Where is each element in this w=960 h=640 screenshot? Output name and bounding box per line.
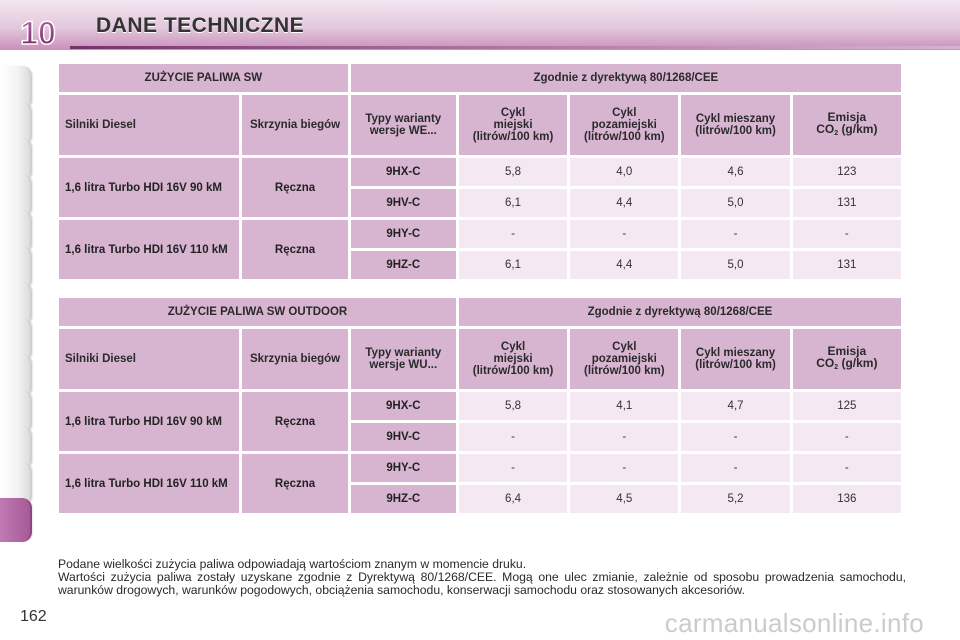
table-title: ZUŻYCIE PALIWA SW OUTDOOR	[59, 298, 456, 326]
chapter-number: 10	[20, 15, 56, 51]
engine-cell: 1,6 litra Turbo HDI 16V 90 kM	[59, 158, 239, 217]
table-row	[59, 454, 901, 482]
extra-urban-cell: 4,0	[570, 158, 678, 186]
gearbox-cell: Ręczna	[242, 220, 347, 279]
engine-cell: 1,6 litra Turbo HDI 16V 110 kM	[59, 220, 239, 279]
col-header-urban: Cykl miejski (litrów/100 km)	[459, 95, 567, 155]
col-header-extra-urban: Cykl pozamiejski (litrów/100 km)	[570, 329, 678, 389]
mixed-cell: 5,2	[681, 485, 789, 513]
col-header-urban: Cykl miejski (litrów/100 km)	[459, 329, 567, 389]
co2-cell: 136	[793, 485, 901, 513]
footnote-line: Wartości zużycia paliwa zostały uzyskane zgodnie z Dyrektywą 80/1268/CEE. Mogą one ulec zmianie, zależnie od sposobu prowadzenia samochodu, warunków drogowych, warunków pogodowych, obciążenia samochodu, konserwacji samochodu oraz stosowanych akcesoriów.	[58, 570, 906, 597]
col-header-engines: Silniki Diesel	[59, 329, 239, 389]
extra-urban-cell: -	[570, 423, 678, 451]
variant-cell: 9HX-C	[351, 158, 456, 186]
gearbox-cell: Ręczna	[242, 454, 347, 513]
urban-cell: -	[459, 220, 567, 248]
extra-urban-cell: 4,4	[570, 251, 678, 279]
mixed-cell: 5,0	[681, 189, 789, 217]
footnote-line: Podane wielkości zużycia paliwa odpowiadają wartościom znanym w momencie druku.	[58, 557, 527, 571]
fuel-consumption-table-sw	[56, 61, 904, 282]
co2-cell: 131	[793, 251, 901, 279]
engine-cell: 1,6 litra Turbo HDI 16V 90 kM	[59, 392, 239, 451]
co2-cell: 131	[793, 189, 901, 217]
extra-urban-cell: -	[570, 220, 678, 248]
chapter-tabs	[0, 66, 34, 576]
col-header-variants: Typy warianty wersje WE...	[351, 95, 456, 155]
page-title: DANE TECHNICZNE	[96, 14, 305, 37]
table-norm: Zgodnie z dyrektywą 80/1268/CEE	[459, 298, 901, 326]
mixed-cell: 4,6	[681, 158, 789, 186]
urban-cell: -	[459, 423, 567, 451]
extra-urban-cell: 4,4	[570, 189, 678, 217]
mixed-cell: -	[681, 454, 789, 482]
watermark: carmanualsonline.info	[664, 608, 924, 638]
fuel-consumption-table-sw-outdoor	[56, 295, 904, 516]
co2-cell: -	[793, 220, 901, 248]
chapter-tab[interactable]	[0, 498, 32, 542]
extra-urban-cell: -	[570, 454, 678, 482]
co2-cell: 123	[793, 158, 901, 186]
col-header-engines: Silniki Diesel	[59, 95, 239, 155]
header-divider	[70, 46, 960, 49]
mixed-cell: -	[681, 220, 789, 248]
variant-cell: 9HV-C	[351, 423, 456, 451]
variant-cell: 9HZ-C	[351, 485, 456, 513]
urban-cell: -	[459, 454, 567, 482]
extra-urban-cell: 4,1	[570, 392, 678, 420]
gearbox-cell: Ręczna	[242, 158, 347, 217]
urban-cell: 5,8	[459, 158, 567, 186]
col-header-variants: Typy warianty wersje WU...	[351, 329, 456, 389]
mixed-cell: -	[681, 423, 789, 451]
mixed-cell: 4,7	[681, 392, 789, 420]
urban-cell: 6,4	[459, 485, 567, 513]
footnote	[58, 558, 906, 597]
extra-urban-cell: 4,5	[570, 485, 678, 513]
variant-cell: 9HY-C	[351, 454, 456, 482]
urban-cell: 6,1	[459, 251, 567, 279]
co2-cell: -	[793, 454, 901, 482]
page-number: 162	[20, 608, 47, 625]
co2-cell: -	[793, 423, 901, 451]
co2-cell: 125	[793, 392, 901, 420]
col-header-extra-urban: Cykl pozamiejski (litrów/100 km)	[570, 95, 678, 155]
engine-cell: 1,6 litra Turbo HDI 16V 110 kM	[59, 454, 239, 513]
col-header-mixed: Cykl mieszany (litrów/100 km)	[681, 95, 789, 155]
table-norm: Zgodnie z dyrektywą 80/1268/CEE	[351, 64, 901, 92]
variant-cell: 9HV-C	[351, 189, 456, 217]
table-row	[59, 392, 901, 420]
variant-cell: 9HY-C	[351, 220, 456, 248]
urban-cell: 6,1	[459, 189, 567, 217]
col-header-gearbox: Skrzynia biegów	[242, 329, 347, 389]
table-row	[59, 220, 901, 248]
urban-cell: 5,8	[459, 392, 567, 420]
col-header-co2: Emisja $CO_2$ (g/km)	[793, 329, 901, 389]
col-header-co2: Emisja $CO_2$ (g/km)	[793, 95, 901, 155]
chapter-number-icon	[14, 10, 62, 54]
gearbox-cell: Ręczna	[242, 392, 347, 451]
table-row	[59, 158, 901, 186]
col-header-gearbox: Skrzynia biegów	[242, 95, 347, 155]
mixed-cell: 5,0	[681, 251, 789, 279]
table-title: ZUŻYCIE PALIWA SW	[59, 64, 348, 92]
col-header-mixed: Cykl mieszany (litrów/100 km)	[681, 329, 789, 389]
variant-cell: 9HZ-C	[351, 251, 456, 279]
variant-cell: 9HX-C	[351, 392, 456, 420]
